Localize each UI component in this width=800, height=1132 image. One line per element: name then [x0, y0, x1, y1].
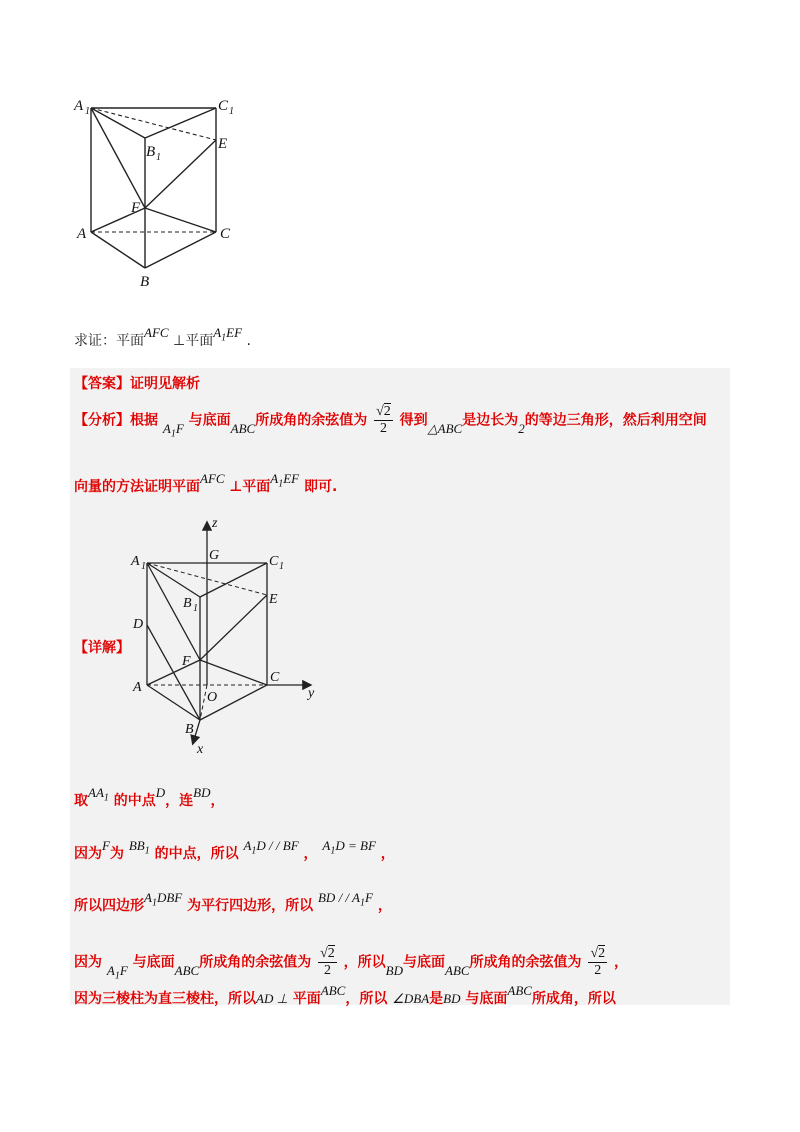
- label-F: F: [131, 200, 141, 216]
- answer-line: 【答案】证明见解析: [74, 376, 200, 392]
- svg-text:1: 1: [85, 106, 90, 117]
- label-E: E: [218, 136, 228, 152]
- svg-text:1: 1: [141, 561, 146, 572]
- label-D: D: [133, 617, 144, 632]
- label-C: C: [270, 670, 280, 685]
- label-y: y: [308, 686, 315, 701]
- label-B1: B: [146, 144, 156, 160]
- label-B: B: [140, 274, 150, 290]
- label-B: B: [185, 722, 194, 737]
- svg-text:1: 1: [279, 561, 284, 572]
- analysis-line-2: 向量的方法证明平面AFC ⊥平面$A_1EF$ 即可.: [74, 471, 338, 495]
- svg-text:1: 1: [156, 152, 161, 163]
- label-C1: C: [269, 554, 279, 569]
- label-A1: A: [131, 554, 140, 569]
- label-O: O: [207, 690, 218, 705]
- analysis-line-1: 【分析】根据 $A_1F$ 与底面ABC所成角的余弦值为 $\frac{√2}{2}$ 得到△ABC是边长为2的等边三角形，然后利用空间: [74, 404, 707, 440]
- svg-text:1: 1: [193, 603, 198, 614]
- label-z: z: [212, 516, 218, 531]
- label-G: G: [209, 548, 220, 563]
- step-1: 取$AA_1$ 的中点D，连BD，: [74, 785, 225, 809]
- svg-text:1: 1: [229, 106, 234, 117]
- detail-tag: 【详解】: [74, 640, 130, 656]
- step-2: 因为F为 $BB_1$ 的中点，所以 $A_1D$ / / BF ， $A_1D$ = BF ，: [74, 838, 395, 862]
- coordinate-prism-figure: [125, 515, 325, 755]
- label-A: A: [133, 680, 142, 695]
- prism-figure: [60, 90, 250, 290]
- step-4: 因为 $A_1F$ 与底面ABC所成角的余弦值为 $\frac{√2}{2}$ ，所以BD与底面ABC所成角的余弦值为 $\frac{√2}{2}$ ，: [74, 946, 628, 982]
- label-F: F: [182, 654, 191, 669]
- step-5: 因为三棱柱为直三棱柱，所以AD ⊥ 平面ABC，所以 ∠DBA是BD 与底面ABC所成角，所以: [74, 983, 616, 1007]
- label-x: x: [197, 742, 204, 755]
- label-E: E: [269, 592, 278, 607]
- label-C: C: [220, 226, 231, 242]
- step-3: 所以四边形$A_1DBF$ 为平行四边形，所以 BD / / $A_1F$ ，: [74, 890, 392, 914]
- label-C1: C: [218, 98, 229, 114]
- label-B1: B: [183, 596, 192, 611]
- label-A1: A: [74, 98, 84, 114]
- label-A: A: [77, 226, 87, 242]
- prove-line: 求证：平面AFC ⊥平面$A_1EF$ .: [74, 325, 251, 349]
